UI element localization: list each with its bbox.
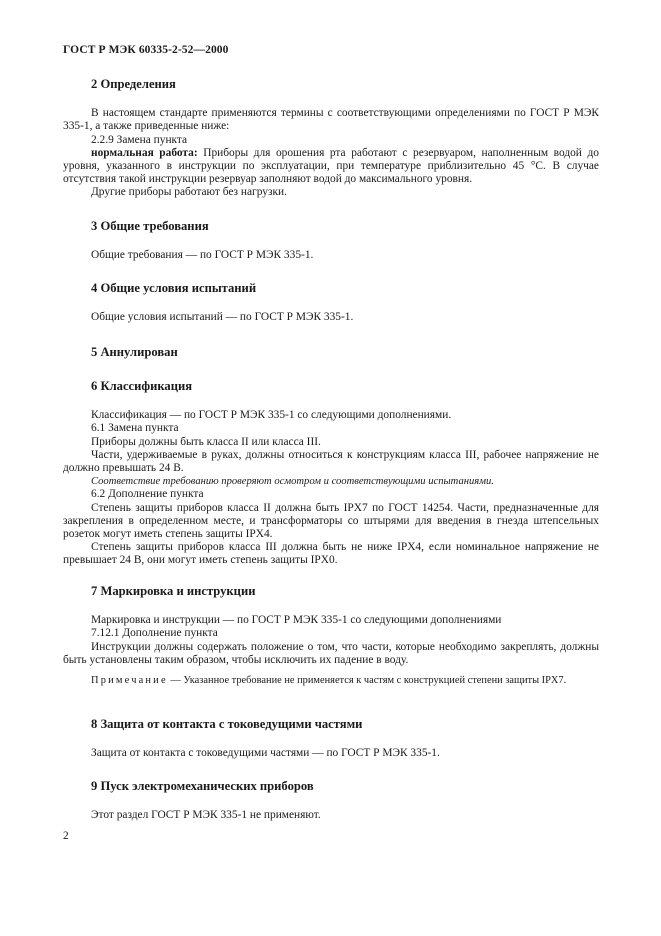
paragraph: Приборы должны быть класса II или класса III. [91,435,321,448]
paragraph: Другие приборы работают без нагрузки. [91,186,287,199]
term-label: нормальная работа: [91,146,198,159]
paragraph: Общие требования — по ГОСТ Р МЭК 335-1. [91,249,314,262]
paragraph: Степень защиты приборов класса III должна быть не ниже IPX4, если номинальное напряжение не превышает 24 В, они могут иметь степень защиты IPX0. [63,541,599,567]
section-definitions [63,78,599,200]
paragraph: Этот раздел ГОСТ Р МЭК 335-1 не применяют. [91,809,321,822]
section-heading: 4 Общие условия испытаний [91,281,257,295]
section-contact-protection [63,718,599,760]
paragraph: Защита от контакта с токоведущими частями — по ГОСТ Р МЭК 335-1. [91,747,440,760]
section-heading: 5 Аннулирован [91,345,178,359]
note-text: — Указанное требование не применяется к частям с конструкцией степени защиты IPX7. [167,675,567,687]
definition-text: Приборы для орошения рта работают с резервуаром, наполненным водой до уровня, указанного в инструкции по эксплуатации, при температуре приблизительно 45 °С. В случае отсутствия такой инструкции резервуар заполняют водой до максимального уровня. [63,146,599,186]
section-classification [63,380,599,568]
section-heading: 8 Защита от контакта с токоведущими частями [91,717,363,731]
section-heading: 3 Общие требования [91,219,209,233]
section-heading: 9 Пуск электромеханических приборов [91,779,314,793]
section-heading: 6 Классификация [91,379,193,393]
paragraph: В настоящем стандарте применяются термины с соответствующими определениями по ГОСТ Р МЭК 335-1, а также приведенные ниже: [63,107,599,133]
clause-number: 2.2.9 Замена пункта [91,133,188,146]
note-label: Примечание [91,675,168,687]
section-annulled [63,346,599,359]
section-startup [63,780,599,822]
compliance-note: Соответствие требованию проверяют осмотром и соответствующими испытаниями. [91,476,494,488]
section-test-conditions [63,282,599,324]
document-header: ГОСТ Р МЭК 60335-2-52—2000 [63,44,229,56]
paragraph: Классификация — по ГОСТ Р МЭК 335-1 со следующими дополнениями. [91,409,452,422]
page-number: 2 [63,830,69,842]
paragraph: Инструкции должны содержать положение о том, что части, которые необходимо закреплять, должны быть установлены таким образом, чтобы исключить их падение в воду. [63,640,599,666]
paragraph: Части, удерживаемые в руках, должны относиться к конструкциям класса III, рабочее напряжение не должно превышать 24 В. [63,448,599,475]
clause-number: 6.2 Дополнение пункта [91,488,204,501]
definition-paragraph [63,147,599,187]
section-heading: 7 Маркировка и инструкции [91,584,256,598]
section-heading: 2 Определения [91,77,176,91]
section-marking [63,585,599,688]
paragraph: Маркировка и инструкции — по ГОСТ Р МЭК 335-1 со следующими дополнениями [91,614,502,627]
clause-number: 7.12.1 Дополнение пункта [91,627,218,640]
paragraph: Степень защиты приборов класса II должна быть IPX7 по ГОСТ 14254. Части, предназначенные для закрепления в определенном месте, и трансформаторы со штырями для введения в гнезда штепсельных розеток могут иметь степень защиты IPX4. [63,501,599,541]
note [63,675,599,688]
clause-number: 6.1 Замена пункта [91,422,179,435]
section-general-requirements [63,220,599,262]
paragraph: Общие условия испытаний — по ГОСТ Р МЭК 335-1. [91,311,354,324]
